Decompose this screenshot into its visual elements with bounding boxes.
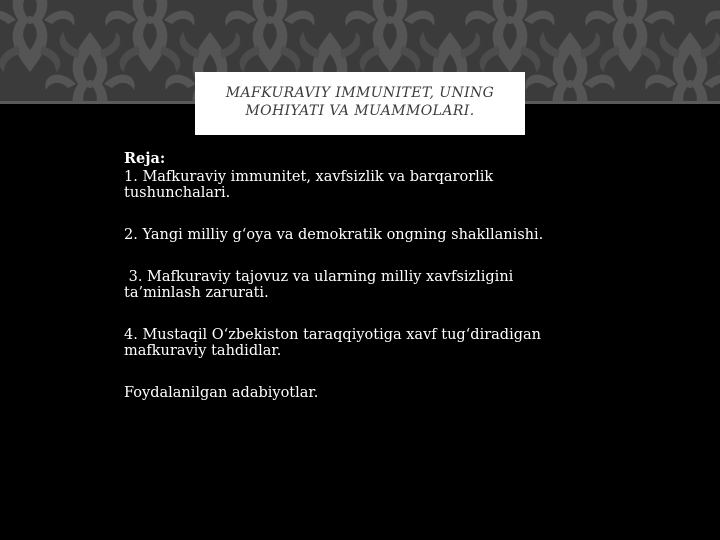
plan-item: 3. Mafkuraviy tajovuz va ularning milliy xavfsizligini ta’minlash zarurati.: [124, 269, 518, 301]
slide-title: MAFKURAVIY IMMUNITET, UNING MOHIYATI VA MUAMMOLARI.: [225, 84, 495, 119]
plan-content: [124, 151, 594, 401]
plan-item: 1. Mafkuraviy immunitet, xavfsizlik va barqarorlik tushunchalari.: [124, 169, 494, 201]
plan-item: 4. Mustaqil O‘zbekiston taraqqiyotiga xavf tug‘diradigan mafkuraviy tahdidlar.: [124, 327, 541, 359]
plan-item: Foydalanilgan adabiyotlar.: [124, 385, 319, 401]
title-box: [195, 72, 525, 135]
plan-heading: Reja:: [124, 150, 166, 167]
plan-item: 2. Yangi milliy g‘oya va demokratik ongning shakllanishi.: [124, 227, 544, 243]
